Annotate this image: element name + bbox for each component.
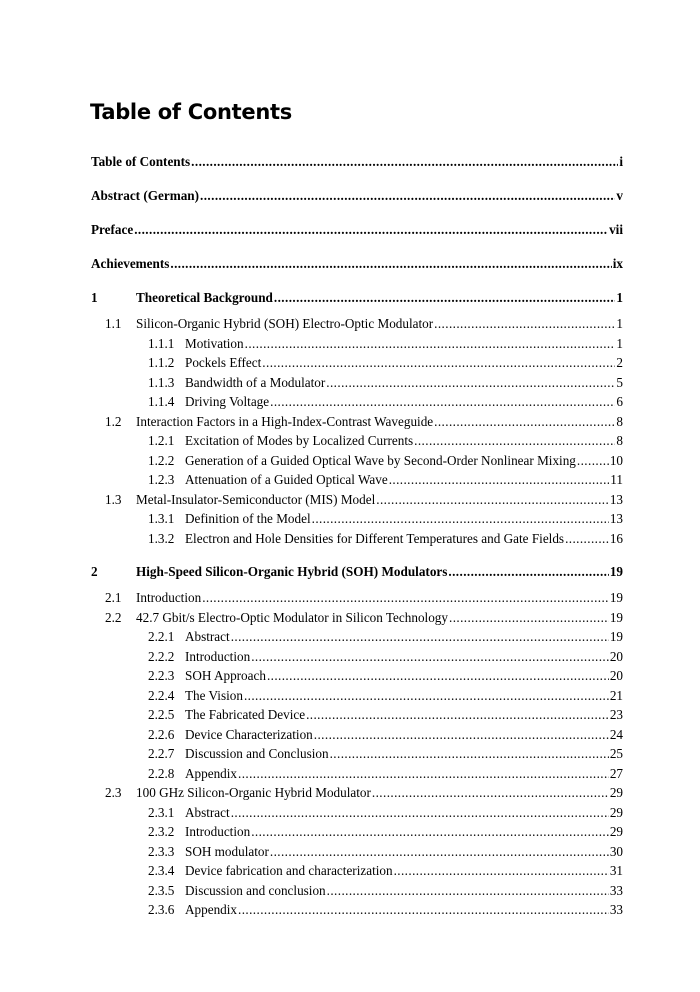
toc-entry-page: 19 bbox=[609, 609, 623, 625]
toc-entry[interactable] bbox=[91, 562, 623, 588]
toc-entry-title: 100 GHz Silicon-Organic Hybrid Modulator bbox=[136, 785, 371, 800]
toc-entry[interactable] bbox=[91, 220, 623, 254]
toc-entry-title: Pockels Effect bbox=[185, 355, 262, 370]
toc-entry[interactable] bbox=[91, 725, 623, 745]
toc-entry-title: Device fabrication and characterization bbox=[185, 863, 393, 878]
toc-entry[interactable] bbox=[91, 152, 623, 186]
dot-leader bbox=[231, 803, 609, 823]
toc-entry[interactable] bbox=[91, 783, 623, 803]
toc-entry-page: 21 bbox=[609, 687, 623, 703]
toc-entry-page: 1 bbox=[616, 290, 623, 305]
toc-entry[interactable] bbox=[91, 490, 623, 510]
toc-entry[interactable] bbox=[91, 666, 623, 686]
toc-entry-number: 2.1 bbox=[105, 590, 122, 605]
toc-entry-page: 20 bbox=[609, 668, 623, 683]
dot-leader bbox=[251, 822, 609, 842]
toc-entry[interactable] bbox=[91, 186, 623, 220]
toc-entry[interactable] bbox=[91, 705, 623, 725]
toc-entry-title: Introduction bbox=[185, 824, 251, 839]
dot-leader bbox=[262, 353, 615, 373]
toc-entry-number: 2.3.4 bbox=[148, 863, 175, 878]
toc-entry[interactable] bbox=[91, 647, 623, 667]
toc-entry-title: Table of Contents bbox=[91, 154, 191, 169]
dot-leader bbox=[170, 254, 611, 274]
dot-leader bbox=[434, 412, 615, 432]
toc-entry-title: Theoretical Background bbox=[136, 290, 273, 305]
toc-entry-page: 33 bbox=[609, 882, 623, 898]
toc-entry-title: Introduction bbox=[136, 590, 202, 605]
toc-entry-page: 19 bbox=[609, 564, 623, 579]
toc-entry[interactable] bbox=[91, 254, 623, 288]
toc-entry-title: Introduction bbox=[185, 648, 251, 664]
toc-entry-page: 33 bbox=[609, 902, 623, 917]
toc-entry-number: 2.3.6 bbox=[148, 902, 175, 917]
toc-entry[interactable] bbox=[91, 288, 623, 314]
toc-entry-title: Generation of a Guided Optical Wave by Second-Order Nonlinear Mixing bbox=[185, 452, 576, 468]
toc-entry-number: 2.2.6 bbox=[148, 726, 175, 742]
dot-leader bbox=[191, 152, 618, 172]
toc-entry-page: 8 bbox=[616, 413, 623, 429]
toc-entry-number: 2.2 bbox=[105, 609, 122, 625]
toc-entry-page: 19 bbox=[609, 629, 623, 644]
toc-entry-title: 42.7 Gbit/s Electro-Optic Modulator in Silicon Technology bbox=[136, 609, 448, 625]
toc-entry-number: 1.1.2 bbox=[148, 355, 175, 370]
toc-entry-number: 1.3 bbox=[105, 491, 122, 507]
dot-leader bbox=[414, 431, 615, 451]
toc-entry-page: 27 bbox=[609, 765, 623, 781]
toc-entry[interactable] bbox=[91, 764, 623, 784]
toc-entry-title: Motivation bbox=[185, 335, 244, 351]
dot-leader bbox=[251, 647, 609, 667]
dot-leader bbox=[327, 881, 609, 901]
dot-leader bbox=[306, 705, 609, 725]
toc-entry-page: 1 bbox=[616, 316, 623, 331]
toc-entry-page: 1 bbox=[616, 335, 623, 351]
toc-entry-title: Excitation of Modes by Localized Currents bbox=[185, 433, 414, 448]
dot-leader bbox=[376, 490, 609, 510]
toc-entry-number: 1.2.3 bbox=[148, 472, 175, 487]
toc-entry[interactable] bbox=[91, 744, 623, 764]
toc-entry-number: 2.2.8 bbox=[148, 765, 175, 781]
toc-entry-title: Abstract bbox=[185, 629, 230, 644]
toc-entry[interactable] bbox=[91, 627, 623, 647]
toc-entry-page: 24 bbox=[609, 726, 623, 742]
toc-entry-page: vii bbox=[609, 222, 623, 237]
toc-entry-title: Electron and Hole Densities for Different Temperatures and Gate Fields bbox=[185, 530, 565, 546]
dot-leader bbox=[449, 608, 609, 628]
dot-leader bbox=[200, 186, 615, 206]
toc-entry[interactable] bbox=[91, 529, 623, 549]
toc-entry[interactable] bbox=[91, 842, 623, 862]
toc-entry[interactable] bbox=[91, 431, 623, 451]
toc-entry-number: 2.2.5 bbox=[148, 707, 175, 722]
dot-leader bbox=[267, 666, 609, 686]
toc-entry-page: 29 bbox=[609, 804, 623, 820]
toc-entry-title: Interaction Factors in a High-Index-Contrast Waveguide bbox=[136, 413, 434, 429]
page-title: Table of Contents bbox=[90, 100, 292, 124]
toc-entry[interactable] bbox=[91, 451, 623, 471]
dot-leader bbox=[231, 627, 609, 647]
toc-entry[interactable] bbox=[91, 686, 623, 706]
toc-entry[interactable] bbox=[91, 373, 623, 393]
toc-entry-title: Discussion and conclusion bbox=[185, 882, 326, 898]
toc-entry-number: 1.3.2 bbox=[148, 530, 175, 546]
toc-entry-page: 11 bbox=[610, 472, 623, 487]
dot-leader bbox=[134, 220, 608, 240]
toc-entry-page: 13 bbox=[609, 491, 623, 507]
dot-leader bbox=[244, 686, 609, 706]
toc-entry[interactable] bbox=[91, 900, 623, 920]
toc-entry-number: 1.3.1 bbox=[148, 511, 175, 526]
toc-entry[interactable] bbox=[91, 803, 623, 823]
toc-entry-number: 1 bbox=[91, 290, 98, 305]
toc-entry[interactable] bbox=[91, 822, 623, 842]
toc-entry-title: Discussion and Conclusion bbox=[185, 746, 329, 761]
toc-entry-number: 2.3.5 bbox=[148, 882, 175, 898]
toc-entry[interactable] bbox=[91, 314, 623, 334]
toc-entry-page: 5 bbox=[616, 374, 623, 390]
toc-entry-number: 2.2.7 bbox=[148, 746, 175, 761]
dot-leader bbox=[202, 588, 609, 608]
toc-entry-number: 1.2.2 bbox=[148, 452, 175, 468]
dot-leader bbox=[330, 744, 609, 764]
toc-entry-title: SOH modulator bbox=[185, 843, 269, 859]
toc-entry-title: Silicon-Organic Hybrid (SOH) Electro-Optic Modulator bbox=[136, 316, 434, 331]
toc-entry-page: 30 bbox=[609, 843, 623, 859]
toc-entry-number: 2.3.3 bbox=[148, 843, 175, 859]
table-of-contents bbox=[91, 152, 623, 920]
dot-leader bbox=[274, 288, 616, 308]
toc-entry[interactable] bbox=[91, 881, 623, 901]
toc-entry-number: 2.2.1 bbox=[148, 629, 175, 644]
dot-leader bbox=[577, 451, 609, 471]
toc-entry[interactable] bbox=[91, 412, 623, 432]
toc-entry-page: 20 bbox=[609, 648, 623, 664]
toc-entry-title: Bandwidth of a Modulator bbox=[185, 374, 326, 390]
toc-entry-number: 2.3 bbox=[105, 785, 122, 800]
toc-entry-page: 16 bbox=[609, 530, 623, 546]
toc-entry-number: 1.1.4 bbox=[148, 394, 175, 409]
toc-entry[interactable] bbox=[91, 334, 623, 354]
toc-entry-title: Attenuation of a Guided Optical Wave bbox=[185, 472, 388, 487]
toc-entry-page: 25 bbox=[609, 746, 623, 761]
toc-entry-number: 2.2.2 bbox=[148, 648, 175, 664]
toc-entry-title: SOH Approach bbox=[185, 668, 266, 683]
dot-leader bbox=[394, 861, 609, 881]
toc-entry-title: The Vision bbox=[185, 687, 243, 703]
toc-entry[interactable] bbox=[91, 353, 623, 373]
toc-entry-page: 31 bbox=[609, 863, 623, 878]
dot-leader bbox=[389, 470, 610, 490]
toc-entry-page: 8 bbox=[616, 433, 623, 448]
dot-leader bbox=[245, 334, 616, 354]
toc-entry-title: The Fabricated Device bbox=[185, 707, 306, 722]
toc-entry-number: 2.2.4 bbox=[148, 687, 175, 703]
toc-entry-title: Metal-Insulator-Semiconductor (MIS) Model bbox=[136, 491, 376, 507]
toc-entry[interactable] bbox=[91, 392, 623, 412]
toc-entry-number: 1.1 bbox=[105, 316, 122, 331]
toc-entry-number: 2 bbox=[91, 564, 98, 579]
dot-leader bbox=[372, 783, 609, 803]
toc-entry-page: 23 bbox=[609, 707, 623, 722]
toc-entry-page: 19 bbox=[609, 590, 623, 605]
toc-entry-number: 2.2.3 bbox=[148, 668, 175, 683]
dot-leader bbox=[238, 764, 609, 784]
toc-entry-number: 2.3.2 bbox=[148, 824, 175, 839]
dot-leader bbox=[448, 562, 608, 582]
toc-entry-page: v bbox=[616, 188, 623, 203]
dot-leader bbox=[312, 509, 609, 529]
toc-entry-title: Abstract (German) bbox=[91, 188, 200, 203]
dot-leader bbox=[326, 373, 615, 393]
toc-entry-title: Achievements bbox=[91, 256, 170, 271]
toc-entry-title: Driving Voltage bbox=[185, 394, 270, 409]
toc-entry-page: 6 bbox=[616, 394, 623, 409]
dot-leader bbox=[314, 725, 609, 745]
toc-entry-title: Device Characterization bbox=[185, 726, 313, 742]
toc-entry[interactable] bbox=[91, 470, 623, 490]
toc-entry[interactable] bbox=[91, 608, 623, 628]
toc-entry-page: i bbox=[619, 154, 623, 169]
toc-entry-number: 1.1.1 bbox=[148, 335, 175, 351]
toc-entry-page: 13 bbox=[609, 511, 623, 526]
toc-entry-page: 29 bbox=[609, 785, 623, 800]
toc-entry-page: 2 bbox=[616, 355, 623, 370]
toc-entry-number: 2.3.1 bbox=[148, 804, 175, 820]
toc-entry-page: 10 bbox=[609, 452, 623, 468]
toc-entry-title: Abstract bbox=[185, 804, 230, 820]
toc-entry-number: 1.2.1 bbox=[148, 433, 175, 448]
toc-entry-title: High-Speed Silicon-Organic Hybrid (SOH) Modulators bbox=[136, 564, 448, 579]
dot-leader bbox=[270, 392, 615, 412]
toc-entry-page: ix bbox=[612, 256, 623, 271]
dot-leader bbox=[565, 529, 609, 549]
toc-entry-title: Appendix bbox=[185, 765, 238, 781]
toc-entry-number: 1.2 bbox=[105, 413, 122, 429]
toc-entry-title: Definition of the Model bbox=[185, 511, 311, 526]
toc-entry-number: 1.1.3 bbox=[148, 374, 175, 390]
toc-entry[interactable] bbox=[91, 509, 623, 529]
toc-entry[interactable] bbox=[91, 861, 623, 881]
toc-entry-title: Appendix bbox=[185, 902, 238, 917]
dot-leader bbox=[238, 900, 609, 920]
toc-entry[interactable] bbox=[91, 588, 623, 608]
toc-entry-title: Preface bbox=[91, 222, 134, 237]
dot-leader bbox=[434, 314, 615, 334]
dot-leader bbox=[270, 842, 609, 862]
toc-entry-page: 29 bbox=[609, 824, 623, 839]
